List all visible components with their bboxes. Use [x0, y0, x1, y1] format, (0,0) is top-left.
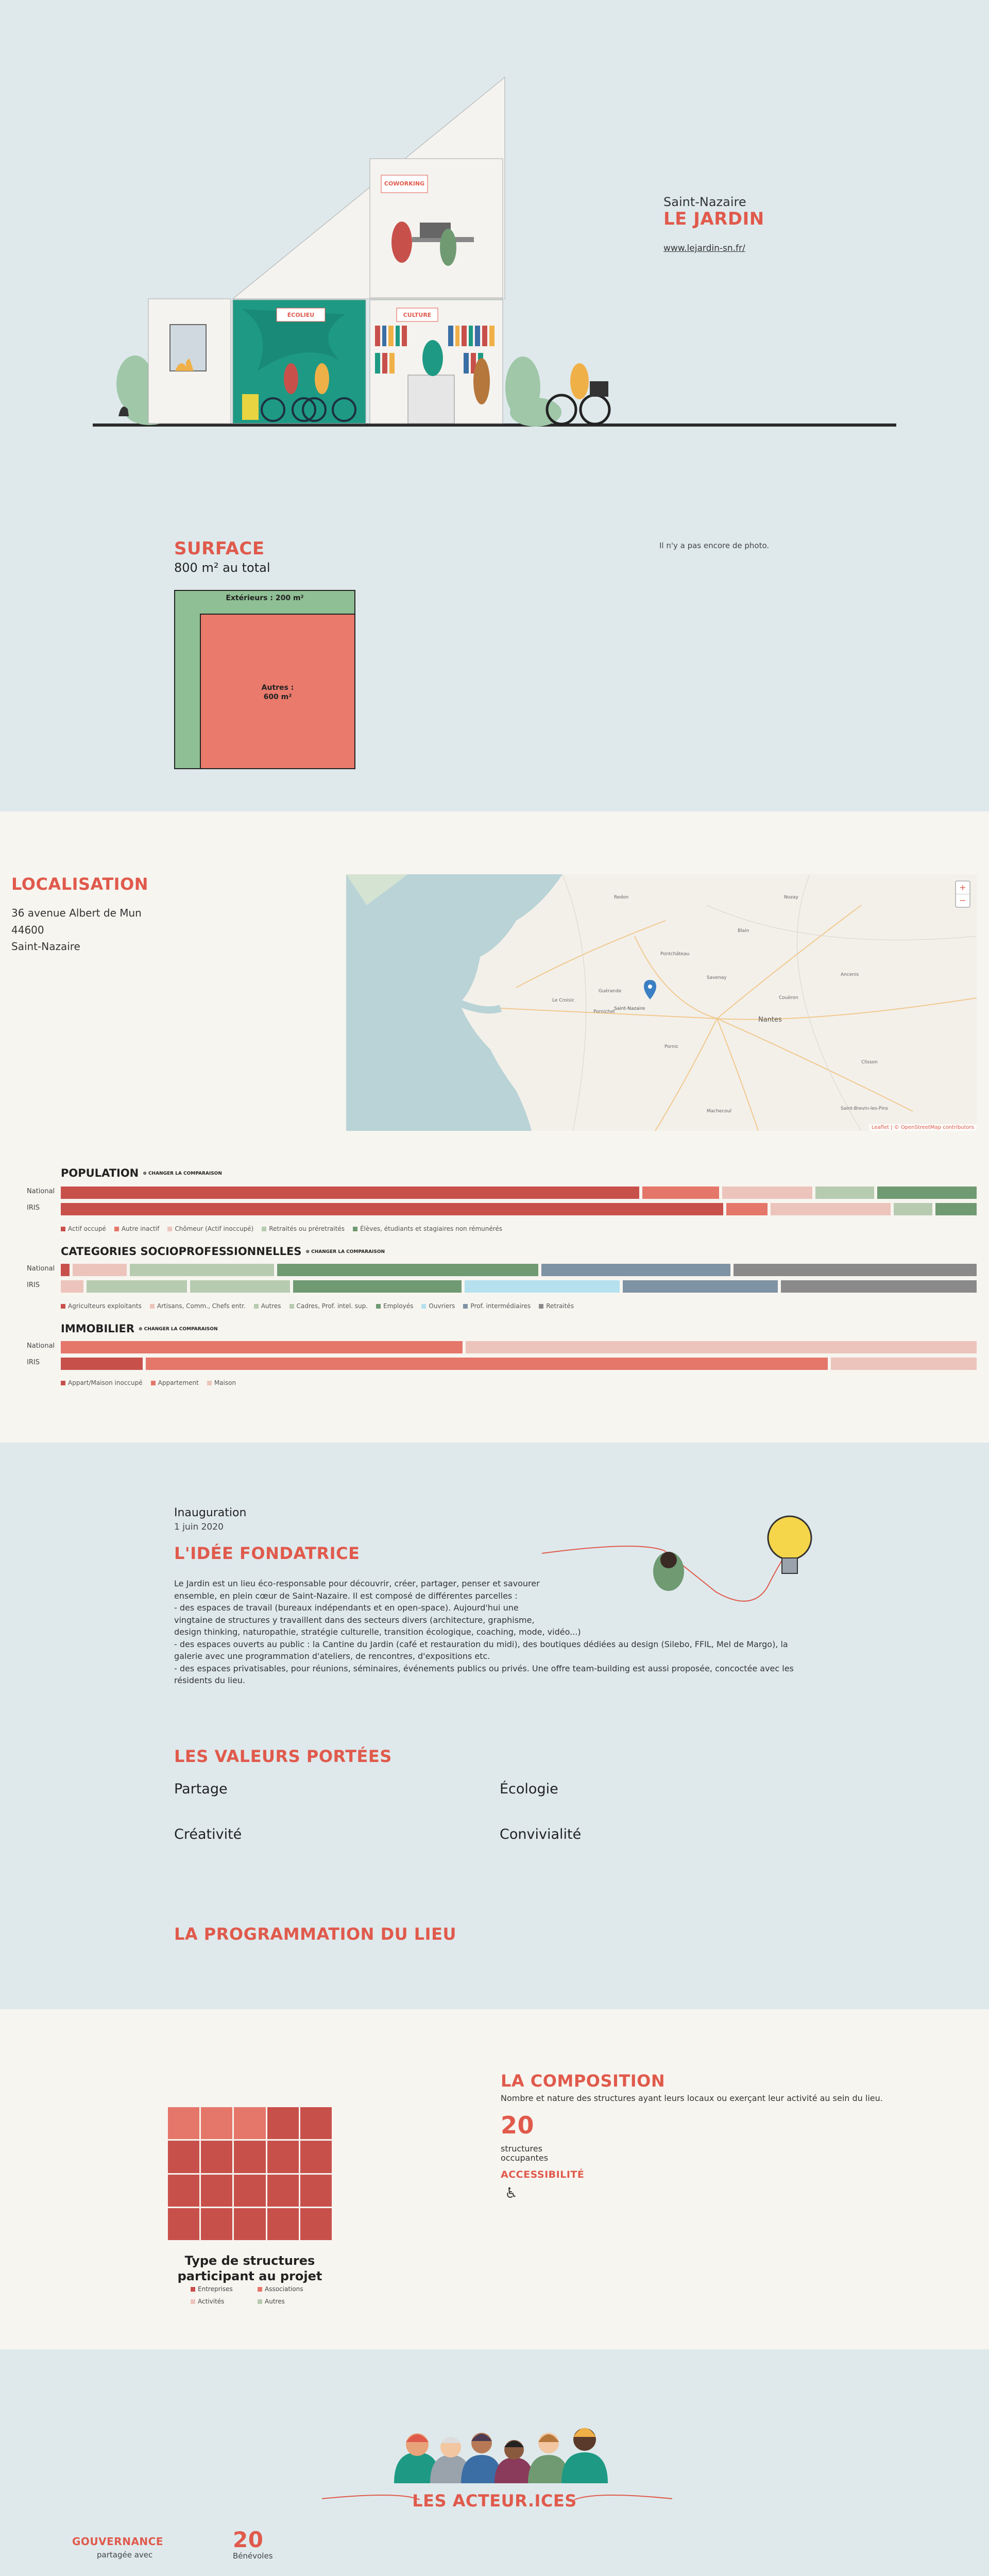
csp-bar-iris	[61, 1280, 977, 1293]
bar-segment	[466, 1341, 977, 1353]
address-city: Saint-Nazaire	[11, 940, 80, 953]
surface-autres-value: 600 m²	[263, 693, 292, 701]
composition-title: LA COMPOSITION	[501, 2071, 666, 2091]
building-illustration	[0, 0, 989, 464]
map-attribution[interactable]: Leaflet | © OpenStreetMap contributors	[869, 1124, 977, 1131]
population-bar-national	[61, 1187, 977, 1199]
map-label-savenay: Savenay	[707, 975, 727, 980]
map-label-ancenis: Ancenis	[841, 972, 859, 977]
gouvernance-subtitle: partagée avec	[97, 2550, 153, 2560]
structures-count: 20	[501, 2111, 535, 2139]
population-title: POPULATION ⊕ CHANGER LA COMPARAISON	[61, 1167, 222, 1179]
bar-segment	[815, 1187, 874, 1199]
programmation-title: LA PROGRAMMATION DU LIEU	[174, 1924, 456, 1944]
no-photo-text: Il n'y a pas encore de photo.	[659, 541, 770, 550]
waffle-cell	[234, 2107, 265, 2139]
population-legend	[61, 1225, 502, 1232]
population-row-label-national: National	[27, 1188, 55, 1195]
map-label-redon: Redon	[614, 895, 629, 900]
idee-text-line: ensemble, en plein cœur de Saint-Nazaire. Il est composé de différentes parcelles :	[174, 1590, 518, 1601]
idee-text-line: galerie avec une programmation d'ateliers, de rencontres, d'expositions etc.	[174, 1651, 490, 1661]
legend-item: Maison	[207, 1379, 236, 1386]
waffle-cell	[234, 2208, 265, 2240]
map-label-blain: Blain	[738, 928, 749, 934]
legend-item: Cadres, Prof. intel. sup.	[289, 1302, 368, 1310]
map-label-pornic: Pornic	[664, 1044, 679, 1049]
valeur-item-convivialite: Convivialité	[500, 1826, 582, 1842]
bar-segment	[277, 1264, 538, 1276]
legend-item: Retraités	[539, 1302, 574, 1310]
map-label-saint-nazaire: Saint-Nazaire	[614, 1006, 645, 1011]
idee-text-line: résidents du lieu.	[174, 1675, 246, 1685]
csp-row-label-national: National	[27, 1265, 55, 1273]
bar-segment	[61, 1203, 723, 1215]
population-bar-iris	[61, 1203, 977, 1215]
idee-text-line: design thinking, naturopathie, stratégie culturelle, transition écologique, coaching, mode, vidéo...)	[174, 1627, 581, 1637]
bar-segment	[722, 1187, 812, 1199]
waffle-cell	[267, 2141, 299, 2173]
waffle-legend-entreprises: Entreprises	[191, 2285, 258, 2293]
composition-section	[0, 2009, 989, 2349]
waffle-cell	[201, 2107, 232, 2139]
waffle-cell	[267, 2208, 299, 2240]
valeur-item-ecologie: Écologie	[500, 1781, 558, 1797]
waffle-cell	[300, 2141, 332, 2173]
bar-segment	[61, 1187, 639, 1199]
header-section	[0, 0, 989, 701]
bar-segment	[642, 1187, 719, 1199]
waffle-cell	[300, 2107, 332, 2139]
map-label-saint-brevin: Saint-Brevin-les-Pins	[841, 1106, 888, 1111]
sign-coworking: COWORKING	[384, 180, 425, 187]
bar-segment	[771, 1203, 890, 1215]
surface-exterieurs-label: Extérieurs : 200 m²	[226, 594, 304, 602]
immobilier-bar-national	[61, 1341, 977, 1353]
composition-subtitle: Nombre et nature des structures ayant leurs locaux ou exerçant leur activité au sein du lieu.	[501, 2093, 883, 2103]
csp-row-label-iris: IRIS	[27, 1281, 40, 1289]
sign-culture: CULTURE	[403, 312, 432, 318]
structures-label: structures occupantes	[501, 2144, 549, 2163]
map-label-pontchateau: Pontchâteau	[660, 952, 690, 957]
waffle-legend-activites: Activités	[191, 2298, 258, 2304]
legend-item: Artisans, Comm., Chefs entr.	[150, 1302, 246, 1310]
idee-section	[0, 1443, 989, 2009]
accessibility-title: ACCESSIBILITÉ	[501, 2169, 585, 2180]
localisation-title: LOCALISATION	[11, 874, 149, 894]
inauguration-label: Inauguration	[174, 1506, 247, 1519]
waffle-cell	[267, 2175, 299, 2207]
inauguration-date: 1 juin 2020	[174, 1522, 224, 1532]
bar-segment	[726, 1203, 768, 1215]
localisation-section	[0, 811, 989, 1443]
waffle-cell	[234, 2175, 265, 2207]
map[interactable]	[346, 874, 977, 1131]
legend-item: Appartement	[151, 1379, 199, 1386]
idee-text-line: - des espaces de travail (bureaux indépendants et en open-space). Aujourd'hui une	[174, 1603, 519, 1613]
bar-segment	[87, 1280, 187, 1293]
idee-text-line: Le Jardin est un lieu éco-responsable pour découvrir, créer, partager, penser et savourer	[174, 1579, 540, 1588]
csp-compare-button[interactable]: ⊕ CHANGER LA COMPARAISON	[305, 1249, 385, 1255]
bar-segment	[734, 1264, 977, 1276]
waffle-cell	[201, 2175, 232, 2207]
waffle-legend-autres: Autres	[258, 2298, 325, 2304]
waffle-cell	[201, 2141, 232, 2173]
surface-autres-block	[200, 614, 354, 768]
valeur-item-partage: Partage	[174, 1781, 228, 1797]
population-compare-button[interactable]: ⊕ CHANGER LA COMPARAISON	[143, 1171, 222, 1176]
surface-title: SURFACE	[174, 538, 265, 559]
sign-ecolieu: ÉCOLIEU	[287, 312, 315, 318]
map-label-guerande: Guérande	[599, 989, 622, 994]
benevoles-count: 20	[233, 2527, 264, 2552]
benevoles-label: Bénévoles	[233, 2551, 273, 2561]
waffle-chart	[168, 2107, 332, 2240]
legend-item: Appart/Maison inoccupé	[61, 1379, 143, 1386]
legend-item: Employés	[376, 1302, 413, 1310]
zoom-in-button[interactable]: +	[956, 882, 969, 894]
idee-text-line: vingtaine de structures y travaillent dans des secteurs divers (architecture, graphisme,	[174, 1615, 535, 1625]
waffle-cell	[168, 2175, 199, 2207]
legend-item: Retraités ou préretraités	[262, 1225, 345, 1232]
map-label-coueron: Couëron	[779, 995, 798, 1001]
bar-segment	[146, 1358, 828, 1370]
city-name: Saint-Nazaire	[663, 195, 746, 209]
waffle-cell	[168, 2107, 199, 2139]
map-label-nozay: Nozay	[784, 895, 798, 900]
immobilier-bar-iris	[61, 1358, 977, 1370]
address-line: 36 avenue Albert de Mun	[11, 907, 142, 919]
waffle-cell	[168, 2208, 199, 2240]
valeur-item-creativite: Créativité	[174, 1826, 242, 1842]
waffle-cell	[234, 2141, 265, 2173]
waffle-cell	[300, 2175, 332, 2207]
map-base	[346, 874, 977, 1131]
bar-segment	[541, 1264, 730, 1276]
immobilier-legend	[61, 1379, 236, 1386]
bar-segment	[781, 1280, 977, 1293]
acteurs-section	[0, 2349, 989, 2576]
bar-segment	[130, 1264, 274, 1276]
wheelchair-icon: ♿	[505, 2184, 518, 2201]
legend-item: Ouvriers	[421, 1302, 455, 1310]
bar-segment	[894, 1203, 932, 1215]
bar-segment	[190, 1280, 291, 1293]
idee-text-line: - des espaces ouverts au public : la Cantine du Jardin (café et restauration du midi), des boutiques dédiées au design (Silebo, FFIL, Mel de Margo), la	[174, 1639, 788, 1649]
bar-segment	[61, 1358, 143, 1370]
people-illustration	[379, 2411, 616, 2483]
website-link[interactable]: www.lejardin-sn.fr/	[663, 243, 745, 253]
waffle-legend-associations: Associations	[258, 2285, 325, 2293]
legend-item: Autre inactif	[114, 1225, 160, 1232]
zoom-out-button[interactable]: −	[959, 895, 966, 905]
immobilier-row-label-national: National	[27, 1342, 55, 1350]
csp-title: CATEGORIES SOCIOPROFESSIONNELLES ⊕ CHANGER LA COMPARAISON	[61, 1245, 385, 1258]
bar-segment	[61, 1280, 83, 1293]
bar-segment	[935, 1203, 977, 1215]
bar-segment	[73, 1264, 127, 1276]
waffle-cell	[168, 2141, 199, 2173]
csp-bar-national	[61, 1264, 977, 1276]
legend-item: Autres	[254, 1302, 281, 1310]
bar-segment	[293, 1280, 462, 1293]
idee-text-line: - des espaces privatisables, pour réunions, séminaires, événements publics ou privés. Une offre team-building est aussi proposée, concoctée avec les	[174, 1663, 794, 1673]
surface-autres-label: Autres :	[261, 684, 294, 692]
immobilier-row-label-iris: IRIS	[27, 1359, 40, 1366]
idee-title: L'IDÉE FONDATRICE	[174, 1544, 360, 1563]
bar-segment	[61, 1341, 463, 1353]
waffle-legend	[191, 2285, 325, 2304]
map-zoom-control	[955, 880, 970, 908]
waffle-cell	[267, 2107, 299, 2139]
map-label-le-croisic: Le Croisic	[552, 998, 575, 1003]
csp-legend	[61, 1302, 574, 1310]
gouvernance-title: GOUVERNANCE	[72, 2535, 163, 2548]
bar-segment	[465, 1280, 620, 1293]
waffle-cell	[201, 2208, 232, 2240]
bar-segment	[831, 1358, 977, 1370]
map-label-nantes: Nantes	[758, 1016, 782, 1024]
legend-item: Chômeur (Actif inoccupé)	[167, 1225, 253, 1232]
waffle-title: Type de structures participant au projet	[177, 2253, 322, 2283]
valeurs-title: LES VALEURS PORTÉES	[174, 1747, 392, 1766]
surface-diagram	[174, 590, 355, 769]
bar-segment	[61, 1264, 70, 1276]
surface-total: 800 m² au total	[174, 561, 270, 575]
bar-segment	[877, 1187, 977, 1199]
legend-item: Agriculteurs exploitants	[61, 1302, 142, 1310]
legend-item: Actif occupé	[61, 1225, 106, 1232]
immobilier-title: IMMOBILIER ⊕ CHANGER LA COMPARAISON	[61, 1323, 218, 1335]
legend-item: Prof. intermédiaires	[463, 1302, 531, 1310]
immobilier-compare-button[interactable]: ⊕ CHANGER LA COMPARAISON	[139, 1327, 218, 1332]
map-label-pornichet: Pornichet	[593, 1009, 616, 1014]
postcode: 44600	[11, 924, 44, 936]
population-row-label-iris: IRIS	[27, 1204, 40, 1212]
legend-item: Élèves, étudiants et stagiaires non rémunérés	[353, 1225, 502, 1232]
place-title: LE JARDIN	[663, 209, 764, 229]
lightbulb-illustration	[536, 1494, 855, 1628]
map-label-clisson: Clisson	[861, 1060, 878, 1065]
bar-segment	[623, 1280, 778, 1293]
map-label-machecoul: Machecoul	[707, 1109, 732, 1114]
acteurs-title: LES ACTEUR.ICES	[412, 2491, 577, 2511]
waffle-cell	[300, 2208, 332, 2240]
